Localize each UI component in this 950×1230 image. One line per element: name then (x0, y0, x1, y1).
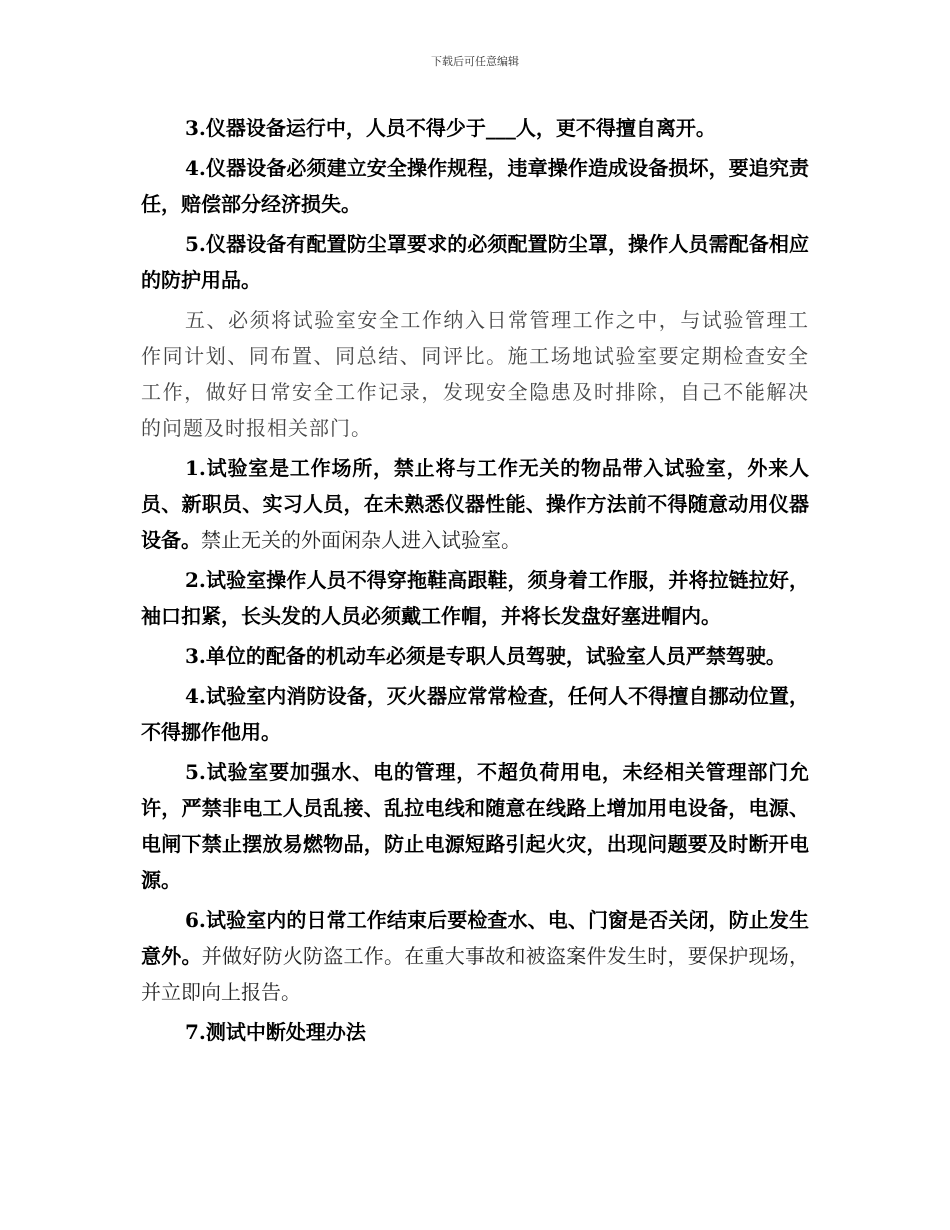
paragraph: 3.仪器设备运行中，人员不得少于___人，更不得擅自离开。 (185, 116, 716, 140)
paragraph: 3.单位的配备的机动车必须是专职人员驾驶，试验室人员严禁驾驶。 (185, 644, 786, 668)
paragraph: 1.试验室是工作场所，禁止将与工作无关的物品带入试验室，外来人员、新职员、实习人员，在未熟悉仪器性能、操作方法前不得随意动用仪器设备。禁止无关的外面闲杂人进入试验室。 (141, 456, 809, 552)
paragraph: 4.仪器设备必须建立安全操作规程，违章操作造成设备损坏，要追究责任，赔偿部分经济损失。 (141, 156, 809, 216)
document-body (141, 110, 809, 1050)
paragraph: 5.试验室要加强水、电的管理，不超负荷用电，未经相关管理部门允许，严禁非电工人员乱接、乱拉电线和随意在线路上增加用电设备，电源、电闸下禁止摆放易燃物品，防止电源短路引起火灾，出现问题要及时断开电源。 (141, 760, 809, 892)
paragraph: 4.试验室内消防设备，灭火器应常常检查，任何人不得擅自挪动位置，不得挪作他用。 (141, 684, 809, 744)
paragraph: 6.试验室内的日常工作结束后要检查水、电、门窗是否关闭，防止发生意外。并做好防火防盗工作。在重大事故和被盗案件发生时，要保护现场，并立即向上报告。 (141, 908, 809, 1004)
paragraph: 7.测试中断处理办法 (185, 1020, 366, 1044)
paragraph: 2.试验室操作人员不得穿拖鞋高跟鞋，须身着工作服，并将拉链拉好，袖口扣紧，长头发的人员必须戴工作帽，并将长发盘好塞进帽内。 (141, 568, 809, 628)
page-header: 下载后可任意编辑 (431, 55, 519, 68)
section-paragraph: 五、必须将试验室安全工作纳入日常管理工作之中，与试验管理工作同计划、同布置、同总结、同评比。施工场地试验室要定期检查安全工作，做好日常安全工作记录，发现安全隐患及时排除，自己不能解决的问题及时报相关部门。 (141, 308, 809, 440)
paragraph: 5.仪器设备有配置防尘罩要求的必须配置防尘罩，操作人员需配备相应的防护用品。 (141, 232, 809, 292)
